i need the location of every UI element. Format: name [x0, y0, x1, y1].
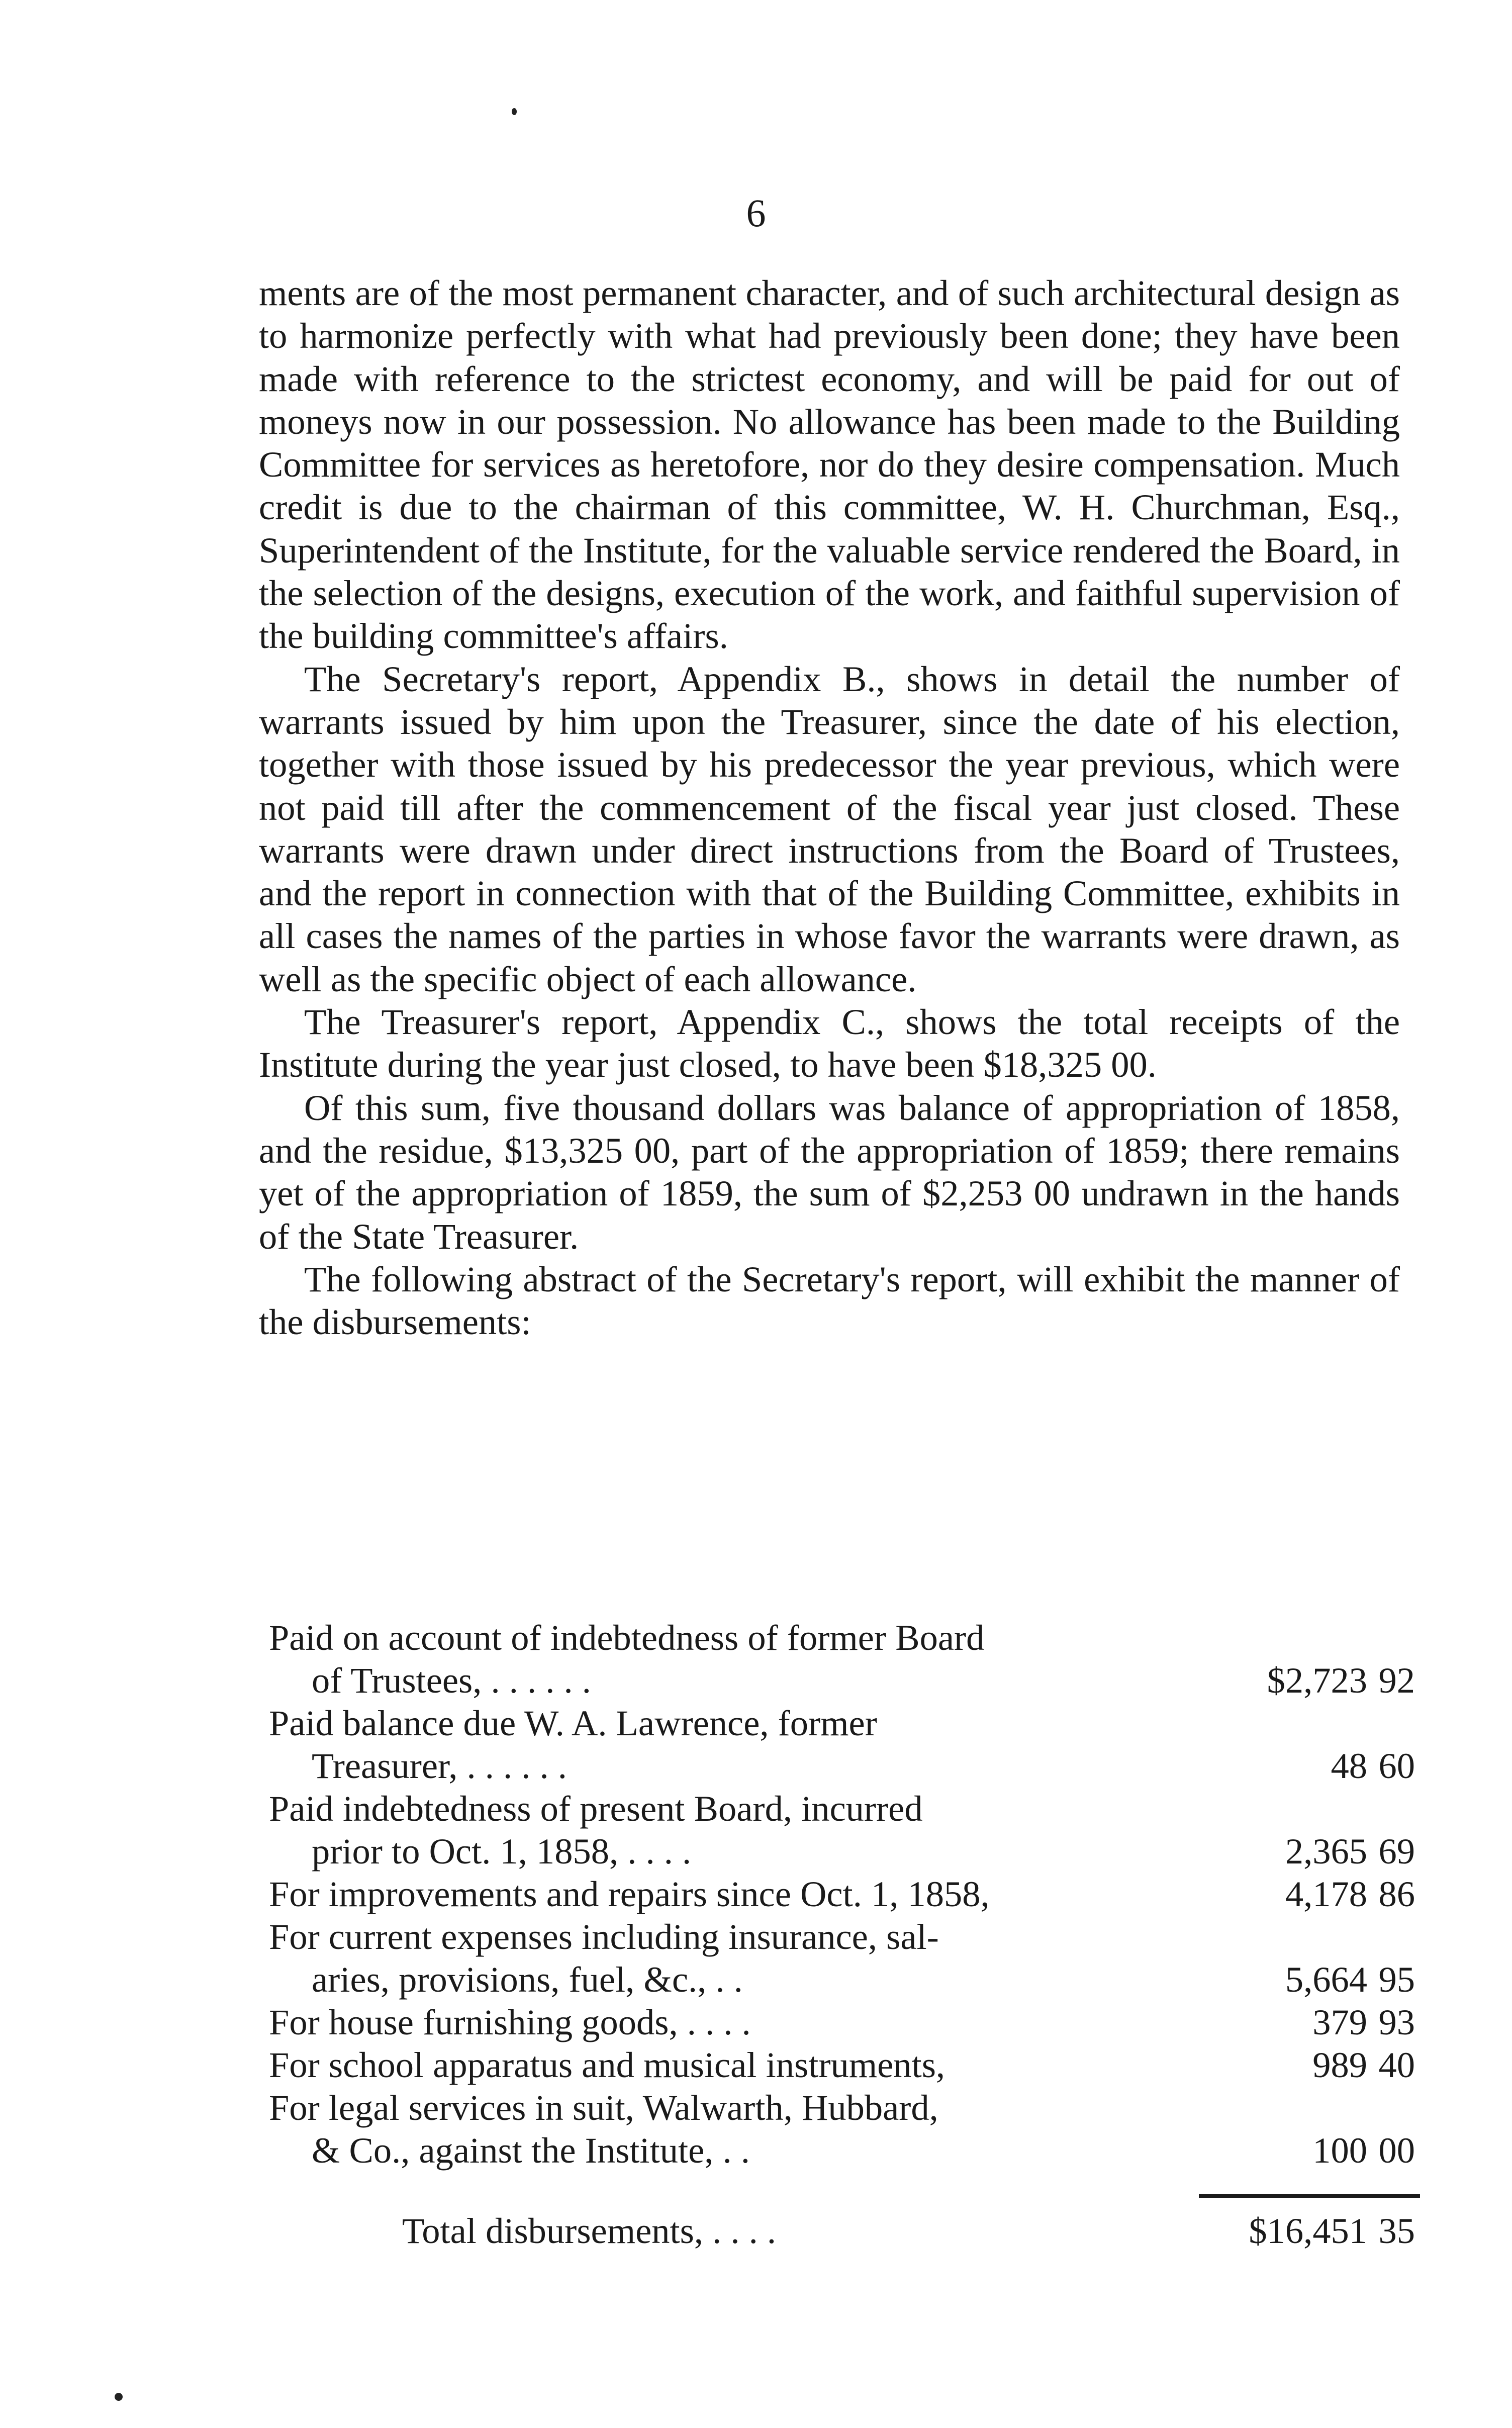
- ledger-row: [269, 1915, 1415, 2001]
- ledger-dollars: $2,723: [1267, 1660, 1367, 1701]
- ledger-cents: 86: [1378, 1874, 1415, 1914]
- total-dollars: $16,451: [1249, 2210, 1367, 2251]
- body-text: [259, 271, 1400, 1343]
- ledger-item-label-cont: & Co., against the Institute,: [312, 2130, 714, 2171]
- ledger-item-label: For school apparatus and musical instruments,: [269, 2044, 946, 2085]
- ledger-cents: 40: [1378, 2044, 1415, 2085]
- ledger-item-label-cont: Treasurer,: [312, 1745, 458, 1786]
- ledger-row: [269, 1702, 1415, 1787]
- ledger-dollars: 2,365: [1285, 1831, 1367, 1872]
- ledger-item-label: Paid balance due W. A. Lawrence, former: [269, 1703, 877, 1743]
- dot-leader: . . . .: [627, 1831, 692, 1872]
- ledger-item-label-cont: of Trustees,: [312, 1660, 482, 1701]
- ledger-item-label-cont: prior to Oct. 1, 1858,: [312, 1831, 619, 1872]
- ledger-cents: 00: [1378, 2130, 1415, 2171]
- total-row: [402, 2209, 1415, 2252]
- total-cents: 35: [1378, 2210, 1415, 2251]
- ledger-item-label: For house furnishing goods,: [269, 2002, 678, 2042]
- total-rule: [1199, 2194, 1420, 2198]
- dot-leader: . .: [715, 1959, 743, 2000]
- ink-speck: [115, 2393, 123, 2401]
- ledger-row: [269, 1616, 1415, 1702]
- paragraph-continuation: ments are of the most permanent character, and of such architectural design as to harmonize perfectly with what had previously been done; they have been made with reference to the strictest economy, and will be paid for out of moneys now in our possession. No allowance has been made to the Building Committee for services as heretofore, nor do they desire compensation. Much credit is due to the chairman of this committee, W. H. Churchman, Esq., Superintendent of the Institute, for the valuable service rendered the Board, in the selection of the designs, execution of the work, and faithful supervision of the building committee's affairs.: [259, 272, 1400, 657]
- ink-speck: [512, 108, 517, 115]
- disbursement-ledger: [269, 1616, 1415, 2172]
- ledger-row: [269, 1873, 1415, 1915]
- ledger-item-label: For improvements and repairs since Oct. 1, 1858,: [269, 1874, 990, 1914]
- ledger-dollars: 4,178: [1285, 1874, 1367, 1914]
- ledger-item-label: For legal services in suit, Walwarth, Hubbard,: [269, 2087, 938, 2128]
- paragraph-treasurer-report: The Treasurer's report, Appendix C., shows the total receipts of the Institute during the year just closed, to have been $18,325 00.: [259, 1001, 1400, 1085]
- ledger-item-label: Paid on account of indebtedness of former Board: [269, 1617, 985, 1658]
- ledger-cents: 60: [1378, 1745, 1415, 1786]
- ledger-item-label: For current expenses including insurance, sal-: [269, 1916, 939, 1957]
- total-label: Total disbursements,: [402, 2210, 704, 2251]
- paragraph-secretary-report: The Secretary's report, Appendix B., shows in detail the number of warrants issued by him upon the Treasurer, since the date of his election, together with those issued by his predecessor the year previous, which were not paid till after the commencement of the fiscal year just closed. These warrants were drawn under direct instructions from the Board of Trustees, and the report in connection with that of the Building Committee, exhibits in all cases the names of the parties in whose favor the warrants were drawn, as well as the specific object of each allowance.: [259, 658, 1400, 999]
- paragraph-abstract-intro: The following abstract of the Secretary's report, will exhibit the manner of the disbursements:: [259, 1258, 1400, 1343]
- ledger-cents: 69: [1378, 1831, 1415, 1872]
- ledger-dollars: 100: [1312, 2130, 1367, 2171]
- ledger-row: [269, 1787, 1415, 1873]
- page-number: 6: [746, 191, 766, 235]
- dot-leader: . . . . . .: [466, 1745, 567, 1786]
- ledger-item-label: Paid indebtedness of present Board, incurred: [269, 1788, 923, 1829]
- ledger-row: [269, 2043, 1415, 2086]
- ledger-item-label-cont: aries, provisions, fuel, &c.,: [312, 1959, 707, 2000]
- ledger-row: [269, 2001, 1415, 2043]
- ledger-row: [269, 2086, 1415, 2172]
- dot-leader: . . . . . .: [491, 1660, 591, 1701]
- ledger-cents: 95: [1378, 1959, 1415, 2000]
- ledger-dollars: 379: [1312, 2002, 1367, 2042]
- dot-leader: . .: [722, 2130, 750, 2171]
- ledger-cents: 92: [1378, 1660, 1415, 1701]
- paragraph-appropriation: Of this sum, five thousand dollars was balance of appropriation of 1858, and the residue, $13,325 00, part of the appropriation of 1859; there remains yet of the appropriation of 1859, the sum of $2,253 00 undrawn in the hands of the State Treasurer.: [259, 1087, 1400, 1257]
- ledger-dollars: 989: [1312, 2044, 1367, 2085]
- ledger-dollars: 48: [1331, 1745, 1367, 1786]
- dot-leader: . . . .: [687, 2002, 751, 2042]
- ledger-dollars: 5,664: [1285, 1959, 1367, 2000]
- dot-leader: . . . .: [712, 2210, 777, 2251]
- ledger-cents: 93: [1378, 2002, 1415, 2042]
